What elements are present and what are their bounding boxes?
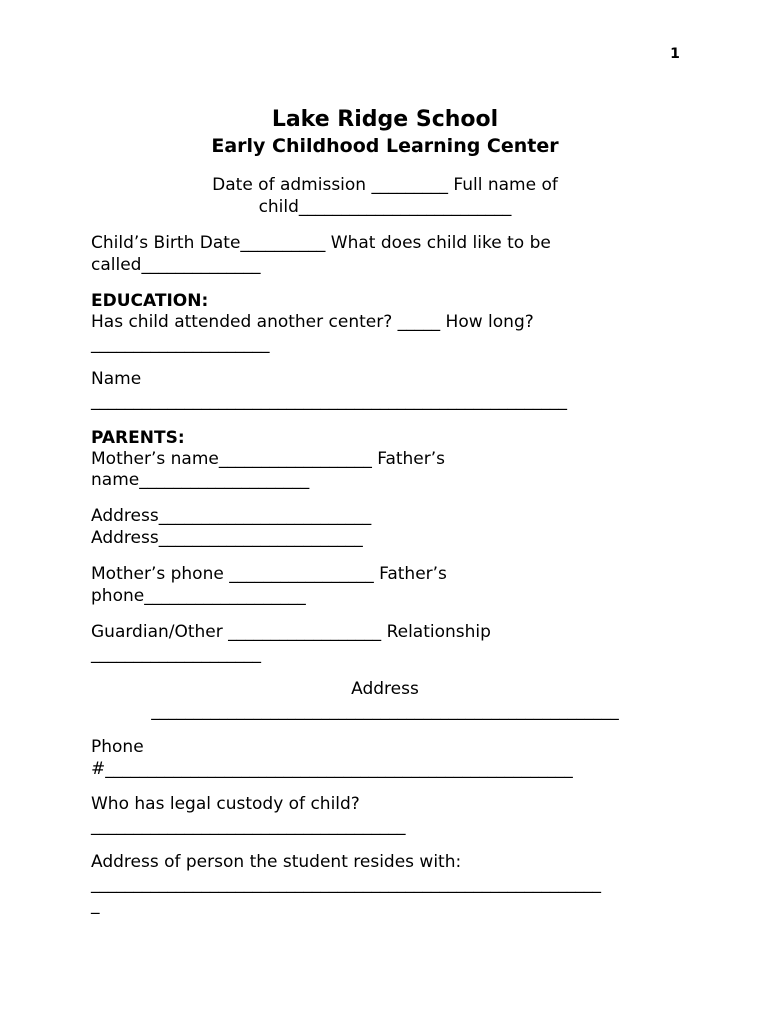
custody-blank: _____________________________________	[91, 816, 406, 836]
phone-label: Phone	[91, 737, 144, 757]
custody-question: Who has legal custody of child?	[91, 794, 360, 814]
education-heading: EDUCATION:	[91, 291, 209, 311]
resides-blank-tail: _	[91, 895, 100, 915]
father-name-line: name____________________	[91, 470, 310, 490]
mother-name-line: Mother’s name__________________ Father’s	[91, 449, 446, 469]
father-phone-line: phone___________________	[91, 586, 306, 606]
address-line-1: Address_________________________	[91, 506, 372, 526]
name-label: Name	[91, 369, 142, 389]
school-title: Lake Ridge School	[271, 107, 499, 132]
attended-center-line: Has child attended another center? _____ How long?	[91, 312, 534, 332]
called-line: called______________	[91, 255, 261, 275]
guardian-address-blank: _______________________________________________________	[151, 701, 619, 721]
guardian-address-label: Address	[351, 679, 419, 699]
guardian-line: Guardian/Other __________________ Relationship	[91, 622, 491, 642]
admission-line-1: Date of admission _________ Full name of	[212, 175, 558, 195]
page-number: 1	[670, 46, 680, 62]
resides-question: Address of person the student resides with:	[91, 852, 462, 872]
birth-date-line: Child’s Birth Date__________ What does child like to be	[91, 233, 551, 253]
parents-heading: PARENTS:	[91, 428, 185, 448]
mother-phone-line: Mother’s phone _________________ Father’s	[91, 564, 447, 584]
name-blank: ________________________________________________________	[91, 391, 567, 411]
relationship-blank: ____________________	[91, 644, 261, 664]
phone-blank: #_______________________________________________________	[91, 759, 573, 779]
resides-blank: ____________________________________________________________	[91, 874, 601, 894]
how-long-blank: _____________________	[91, 334, 270, 354]
admission-line-2: child_________________________	[258, 197, 512, 217]
address-line-2: Address________________________	[91, 528, 363, 548]
center-subtitle: Early Childhood Learning Center	[211, 135, 559, 157]
